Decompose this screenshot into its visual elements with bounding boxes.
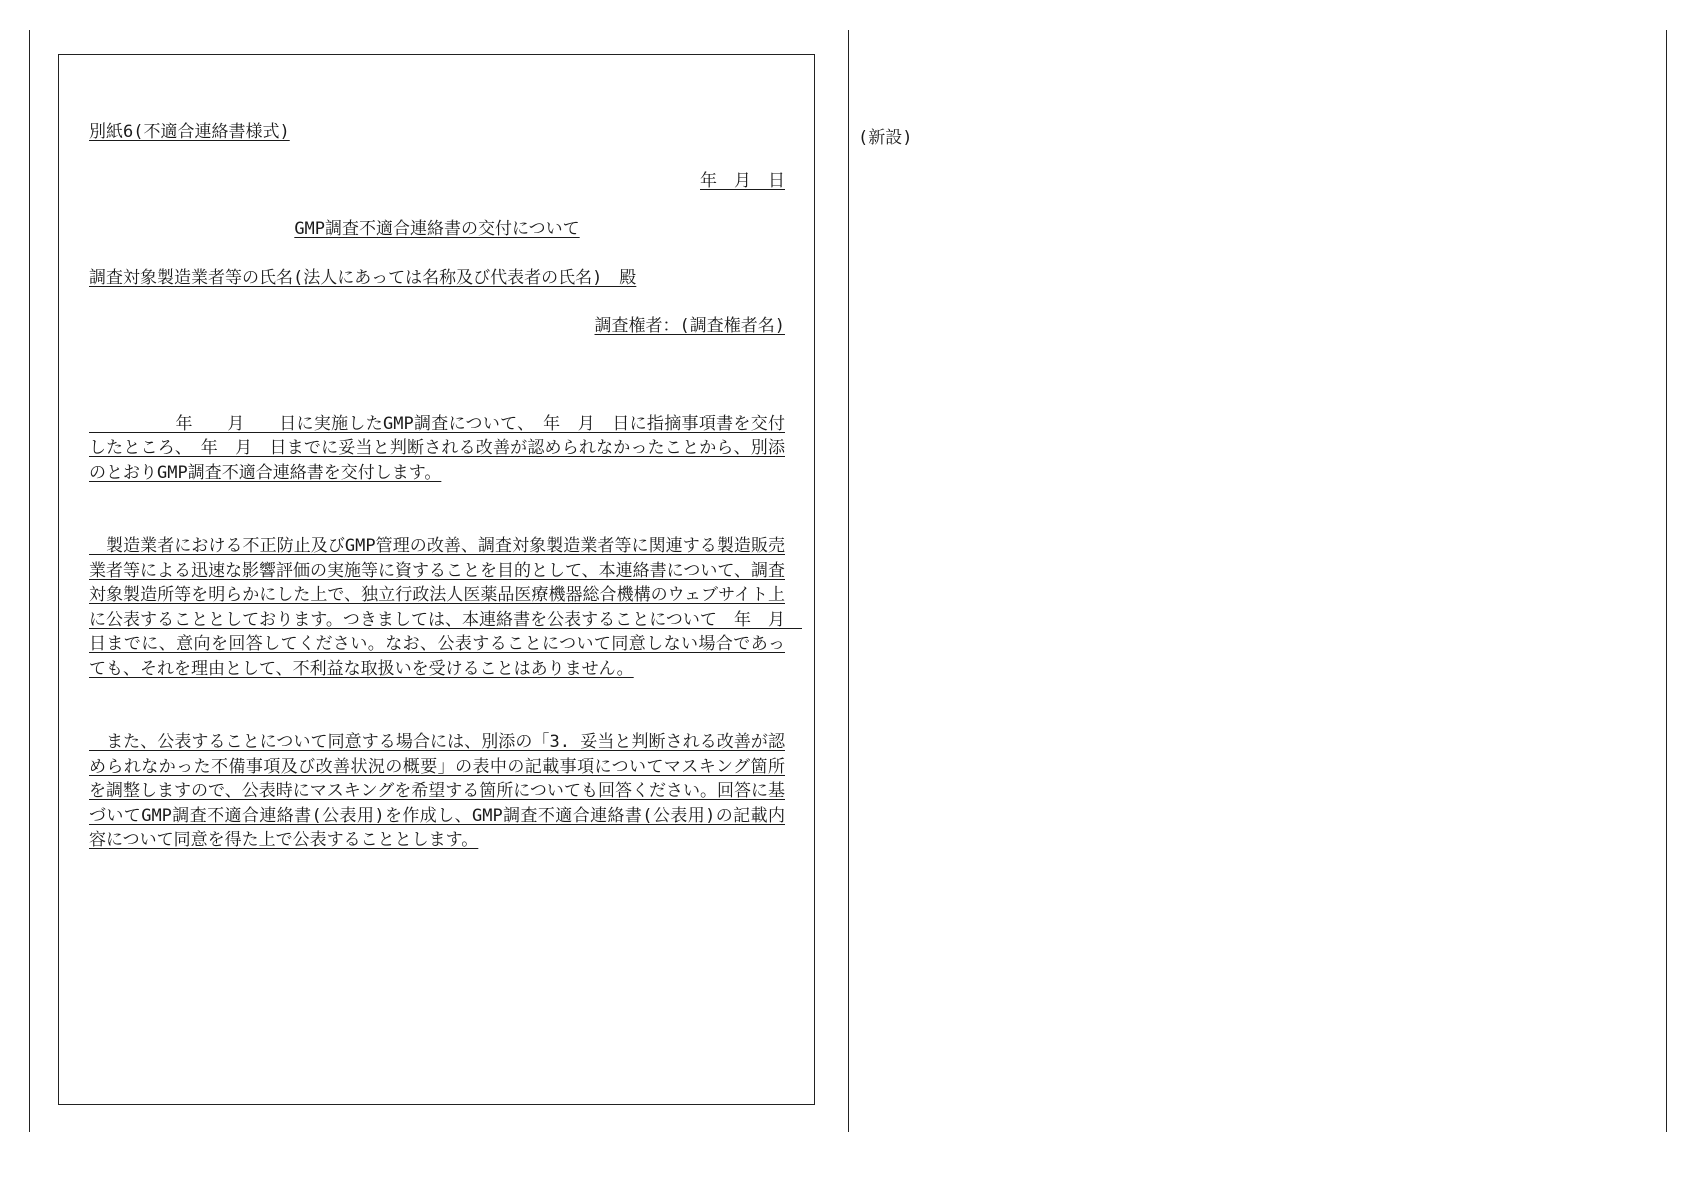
amended-text-column — [89, 120, 802, 902]
investigator-line — [89, 314, 785, 339]
document-title: GMP調査不適合連絡書の交付について — [294, 219, 580, 239]
addressee-line — [89, 266, 785, 291]
addressee: 調査対象製造業者等の氏名(法人にあっては名称及び代表者の氏名) 殿 — [89, 267, 637, 288]
appendix-label: 別紙6(不適合連絡書様式) — [89, 122, 290, 142]
investigator: 調査権者：(調査権者名) — [594, 316, 785, 336]
document-title-line — [89, 217, 785, 242]
page-right-border — [1666, 30, 1667, 1132]
original-text-note: (新設) — [858, 128, 913, 148]
body-text — [89, 363, 802, 902]
paragraph-publication: 製造業者における不正防止及びGMP管理の改善、調査対象製造業者等に関連する製造販売業者等による迅速な影響評価の実施等に資することを目的として、本連絡書について、調査対象製造所等を明らかにした上で、独立行政法人医薬品医療機器総合機構のウェブサイト上に公表することとしております。つきましては、本連絡書を公表することについて 年 月 日までに、意向を回答してください。なお、公表することについて同意しない場合であっても、それを理由として、不利益な取扱いを受けることはありません。 — [89, 536, 802, 679]
column-divider — [848, 30, 849, 1132]
date-line — [89, 169, 785, 194]
date-field: 年 月 日 — [700, 170, 785, 191]
paragraph-issuance: 年 月 日に実施したGMP調査について、 年 月 日に指摘事項書を交付したところ、 年 月 日までに妥当と判断される改善が認められなかったことから、別添のとおりGMP調査不適合連絡書を交付します。 — [89, 413, 785, 483]
page-left-border — [29, 30, 30, 1132]
paragraph-masking: また、公表することについて同意する場合には、別添の「3. 妥当と判断される改善が認められなかった不備事項及び改善状況の概要」の表中の記載事項についてマスキング箇所を調整しますので、公表時にマスキングを希望する箇所についても回答ください。回答に基づいてGMP調査不適合連絡書(公表用)を作成し、GMP調査不適合連絡書(公表用)の記載内容について同意を得た上で公表することとします。 — [89, 732, 785, 850]
